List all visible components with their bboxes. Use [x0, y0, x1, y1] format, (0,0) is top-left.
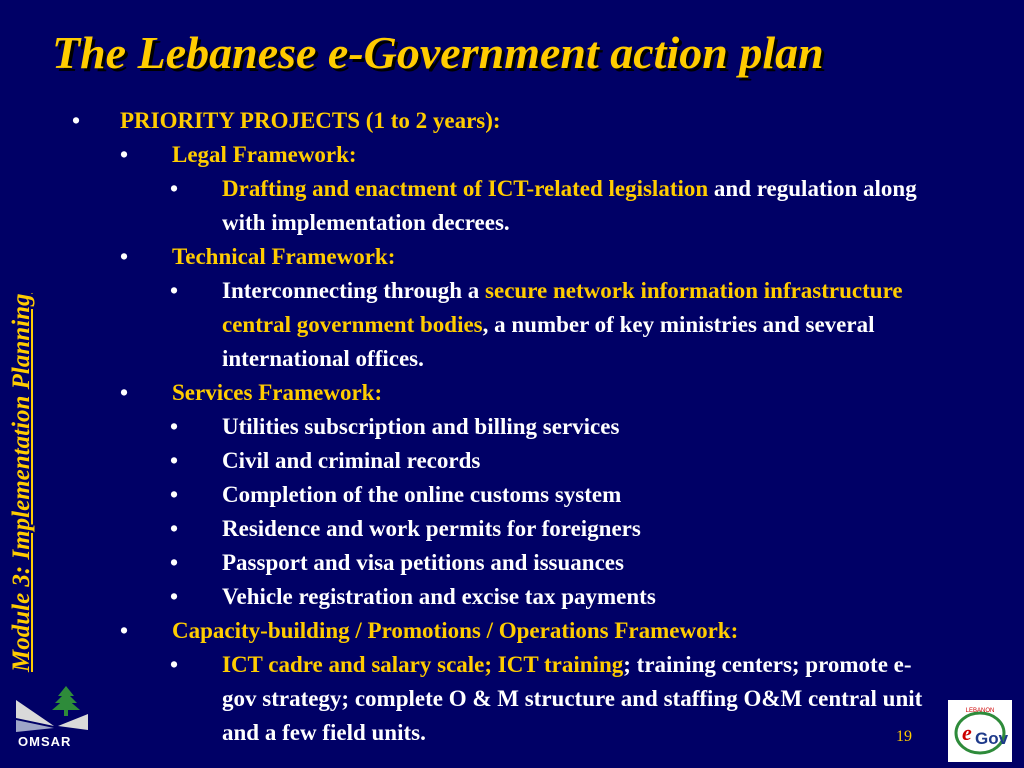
- egov-gov-text: Gov: [975, 729, 1009, 748]
- priority-projects-label: PRIORITY PROJECTS (1 to 2 years):: [120, 108, 501, 133]
- module-side-label: Module 3: Implementation Planning: [8, 293, 35, 672]
- services-item-text: Passport and visa petitions and issuances: [222, 550, 624, 575]
- bullet-services-framework: [0, 376, 1024, 410]
- services-framework-heading: Services Framework:: [172, 380, 383, 405]
- services-item: [0, 444, 1024, 478]
- legal-framework-heading: Legal Framework:: [172, 142, 357, 167]
- bullet-dot: •: [120, 380, 129, 405]
- technical-item-pre: Interconnecting through a: [222, 278, 486, 303]
- services-item-text: Utilities subscription and billing services: [222, 414, 620, 439]
- bullet-priority-projects: [0, 104, 1024, 138]
- egov-logo-graphic: [948, 700, 1012, 762]
- bullet-dot: •: [170, 448, 179, 473]
- services-item: [0, 546, 1024, 580]
- technical-item-text: [0, 274, 942, 376]
- bullet-dot: •: [170, 550, 179, 575]
- capacity-item-rest: ; training centers; promote e-gov strategy; complete O & M structure and staffing O&M central unit and a few field units.: [222, 652, 923, 745]
- cedar-tree-icon: [52, 686, 80, 716]
- services-item-text: Vehicle registration and excise tax payments: [222, 584, 656, 609]
- egov-e-text: e: [962, 720, 972, 745]
- egov-country-text: LEBANON: [965, 708, 995, 714]
- services-item-text: Residence and work permits for foreigners: [222, 516, 641, 541]
- services-item: [0, 478, 1024, 512]
- legal-item-rest: and regulation along with implementation decrees.: [222, 176, 917, 235]
- bullet-dot: •: [170, 652, 179, 677]
- services-item-text: Completion of the online customs system: [222, 482, 622, 507]
- slide-title: The Lebanese e-Government action plan: [52, 27, 824, 78]
- bullet-legal-item: [0, 172, 1024, 240]
- omsar-logo-text: OMSAR: [18, 734, 72, 749]
- bullet-dot: •: [72, 108, 81, 133]
- legal-item-highlight: Drafting and enactment of ICT-related legislation: [222, 176, 709, 201]
- bullet-dot: •: [170, 278, 179, 303]
- bullet-technical-framework: [0, 240, 1024, 274]
- bullet-dot: •: [170, 414, 179, 439]
- bullet-capacity-framework: [0, 614, 1024, 648]
- capacity-item-highlight: ICT cadre and salary scale; ICT training: [222, 652, 624, 677]
- bullet-dot: •: [170, 482, 179, 507]
- technical-framework-heading: Technical Framework:: [172, 244, 396, 269]
- services-item: [0, 580, 1024, 614]
- bullet-technical-item: [0, 274, 1024, 376]
- bullet-capacity-item: [0, 648, 1024, 750]
- bullet-dot: •: [120, 142, 129, 167]
- technical-item-highlight: secure network information infrastructure central government bodies: [222, 278, 903, 337]
- bullet-list: [0, 104, 1024, 750]
- capacity-item-text: [0, 648, 942, 750]
- bullet-legal-framework: [0, 138, 1024, 172]
- egov-logo: [948, 700, 1012, 762]
- capacity-framework-heading: Capacity-building / Promotions / Operations Framework:: [172, 618, 739, 643]
- services-item-text: Civil and criminal records: [222, 448, 481, 473]
- bullet-dot: •: [120, 618, 129, 643]
- legal-item-text: [0, 172, 942, 240]
- bullet-dot: •: [170, 516, 179, 541]
- services-item: [0, 410, 1024, 444]
- page-number: 19: [896, 728, 912, 745]
- bullet-dot: •: [170, 176, 179, 201]
- technical-item-post: , a number of key ministries and several international offices.: [222, 312, 875, 371]
- bullet-dot: •: [170, 584, 179, 609]
- services-item: [0, 512, 1024, 546]
- bullet-dot: •: [120, 244, 129, 269]
